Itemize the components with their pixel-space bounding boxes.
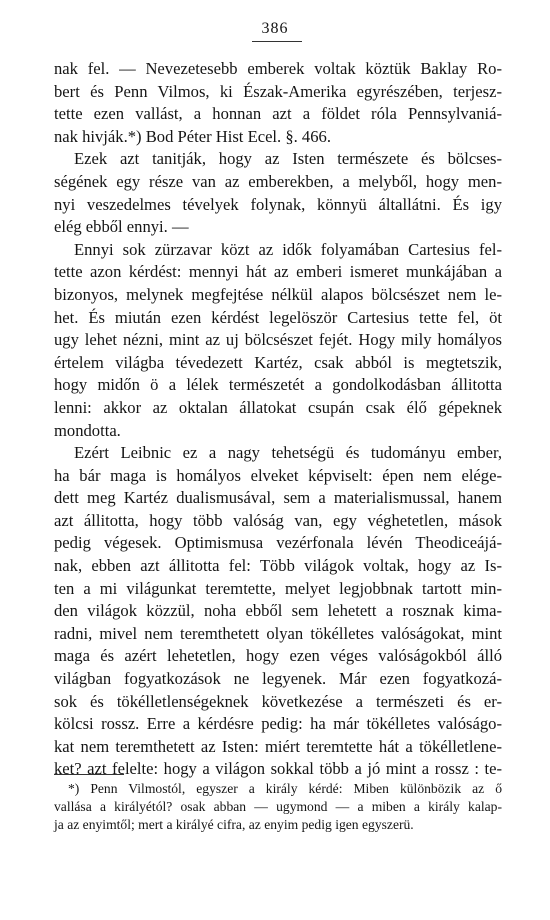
footnote-line: ja az enyimtől; mert a királyé cifra, az enyim pedig igen egyszerü. xyxy=(54,817,414,832)
text-line: mondotta. xyxy=(54,420,121,440)
text-line: ségének egy része van az emberekben, a melyből, hogy men- xyxy=(54,171,502,191)
text-line: tette ezen vallást, a honnan azt a földet róla Pennsylvaniá- xyxy=(54,104,502,124)
page-number: 386 xyxy=(261,20,289,37)
page-number-ornament-rule xyxy=(252,41,302,42)
text-line: den világok közzül, noha ebből sem lehetett a rosznak kima- xyxy=(54,601,502,621)
text-line: radni, mivel nem teremthetett olyan tökélletes valóságokat, mint xyxy=(54,623,502,643)
text-line: kölcsi rossz. Erre a kérdésre pedig: ha már tökélletes valóságo- xyxy=(54,714,502,734)
text-line: bert és Penn Vilmos, ki Észak-Amerika egyrészében, terjesz- xyxy=(54,81,502,101)
text-line: elég ebből ennyi. — xyxy=(54,217,189,237)
text-line: Ezért Leibnic ez a nagy tehetségü és tudományu ember, xyxy=(74,443,502,463)
text-line: értelem világba tévedezett Kartéz, csak abból is megtetszik, xyxy=(54,352,502,372)
text-line: sok és tökélletlenségeknek következése a természeti és er- xyxy=(54,691,502,711)
body-text xyxy=(54,58,502,781)
text-line: Ennyi sok zürzavar közt az idők folyamában Cartesius fel- xyxy=(74,239,502,259)
text-line: ten a mi világunkat teremtette, melyet legjobbnak tartott min- xyxy=(54,578,502,598)
text-line: bizonyos, melynek megfejtése nélkül alapos bölcsészet nem le- xyxy=(54,284,502,304)
text-line: tette azon kérdést: mennyi hát az emberi ismeret munkájában a xyxy=(54,262,502,282)
text-line: ugy lehet nézni, mint az uj bölcsészet fejét. Hogy mily homályos xyxy=(54,330,502,350)
text-line: hogy midőn ö a lélek természetét a gondolkodásban állitotta xyxy=(54,375,502,395)
footnote-line: vallása a királyétól? osak abban — ugymond — a miben a király kalap- xyxy=(54,799,502,814)
footnote xyxy=(54,780,502,834)
text-line: maga és azért lehetetlen, hogy ezen véges valóságokból álló xyxy=(54,646,502,666)
text-line: azt állitotta, hogy több valóság van, egy véghetetlen, mások xyxy=(54,510,502,530)
text-line: nak, ebben azt állitotta fel: Több világok voltak, hogy az Is- xyxy=(54,556,502,576)
text-line: nak hivják.*) Bod Péter Hist Ecel. §. 466. xyxy=(54,126,331,146)
text-line: kat nem teremthetett az Isten: miért teremtette hát a tökélletlene- xyxy=(54,736,502,756)
text-line: lenni: akkor az oktalan állatokat csupán csak élő gépeknek xyxy=(54,397,502,417)
text-line: nyi veszedelmes tévelyek folynak, könnyü általlátni. És igy xyxy=(54,194,502,214)
text-line: dett meg Kartéz dualismusával, sem a materialismussal, hanem xyxy=(54,488,502,508)
text-line: ket? azt felelte: hogy a világon sokkal több a jó mint a rossz : te- xyxy=(54,759,502,779)
text-line: het. És miután ezen kérdést legelöször Cartesius tette fel, öt xyxy=(54,307,502,327)
text-line: nak fel. — Nevezetesebb emberek voltak köztük Baklay Ro- xyxy=(54,59,502,78)
footnote-line: *) Penn Vilmostól, egyszer a király kérdé: Miben különbözik az ő xyxy=(68,781,502,796)
text-line: ha bár maga is homályos elveket képviselt: épen nem elége- xyxy=(54,465,502,485)
text-line: Ezek azt tanitják, hogy az Isten természete és bölcses- xyxy=(74,149,502,169)
text-line: pedig végesek. Optimismusa vezérfonala lévén Theodiceájá- xyxy=(54,533,502,553)
text-line: világban fogyatkozások ne legyenek. Már ezen fogyatkozá- xyxy=(54,669,502,689)
footnote-separator xyxy=(54,774,124,775)
